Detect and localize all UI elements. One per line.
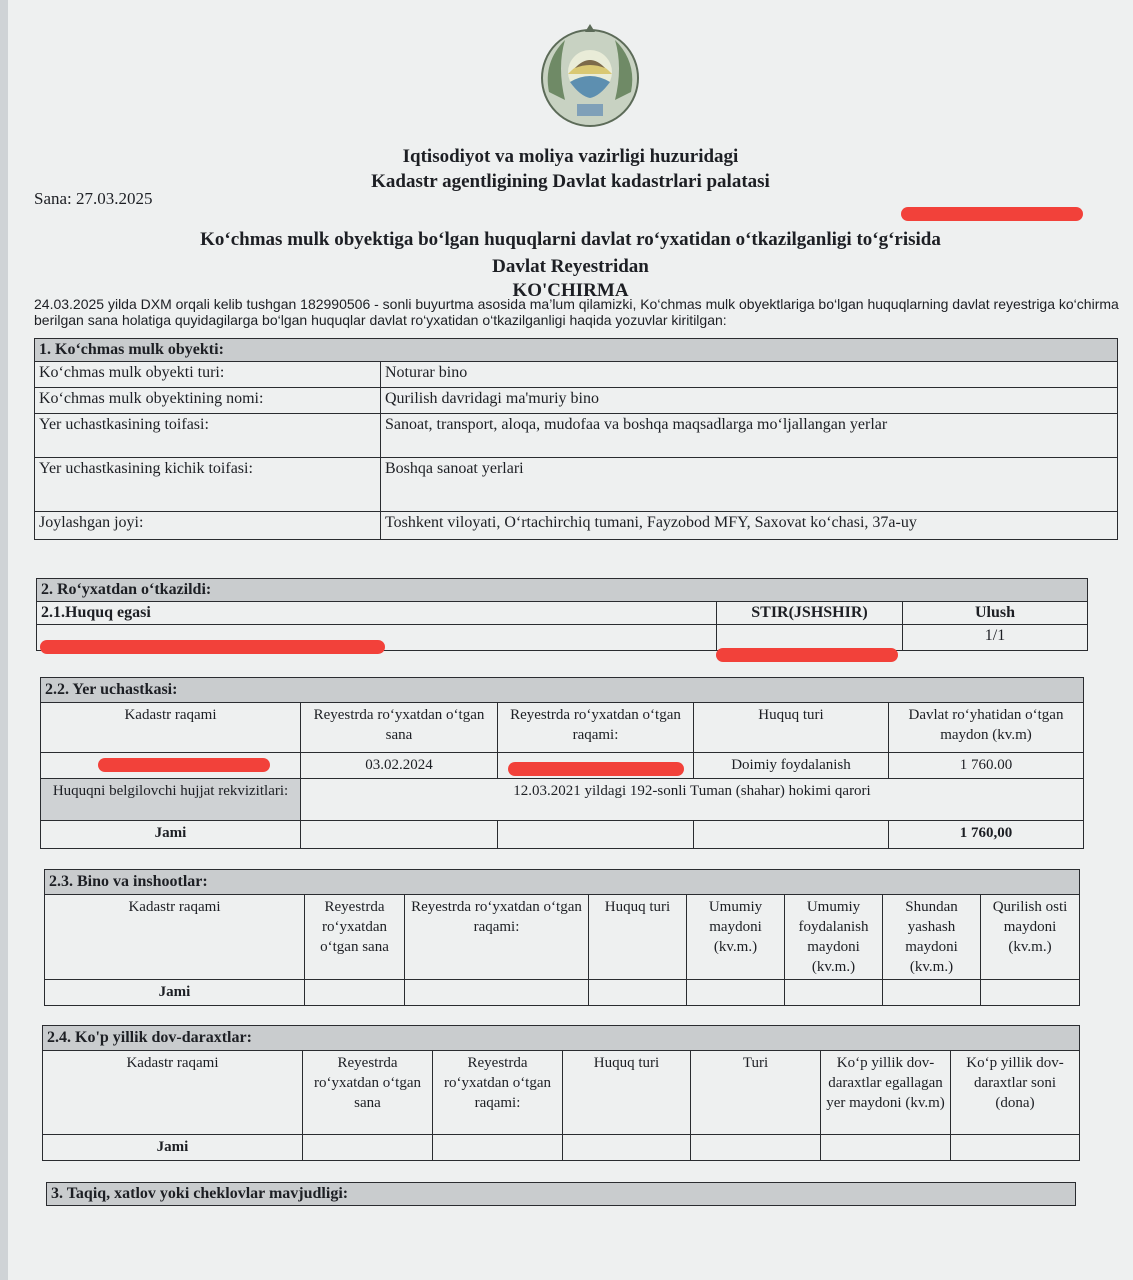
section-2-2-title: 2.2. Yer uchastkasi: bbox=[41, 678, 1084, 703]
property-object-table bbox=[34, 338, 1118, 540]
owner-header: 2.1.Huquq egasi bbox=[37, 602, 717, 625]
document-date: Sana: 27.03.2025 bbox=[34, 189, 153, 208]
total-label: Jami bbox=[41, 821, 301, 849]
section-2-4-title: 2.4. Ko'p yillik dov-daraxtlar: bbox=[43, 1026, 1080, 1051]
state-emblem-icon bbox=[535, 22, 645, 130]
col-header: Turi bbox=[691, 1051, 821, 1135]
col-header: Kadastr raqami bbox=[41, 703, 301, 753]
field-value: Noturar bino bbox=[381, 362, 1118, 388]
section-2-3-title: 2.3. Bino va inshootlar: bbox=[45, 870, 1080, 895]
reg-date: 03.02.2024 bbox=[301, 753, 498, 779]
col-header: Kadastr raqami bbox=[43, 1051, 303, 1135]
total-area: 1 760,00 bbox=[889, 821, 1084, 849]
section-3-title: 3. Taqiq, xatlov yoki cheklovlar mavjudligi: bbox=[47, 1183, 1076, 1206]
field-label: Yer uchastkasining toifasi: bbox=[35, 414, 381, 458]
field-label: Yer uchastkasining kichik toifasi: bbox=[35, 458, 381, 512]
agency-line-2: Kadastr agentligining Davlat kadastrlari palatasi bbox=[371, 171, 770, 192]
col-header: Davlat ro‘yhatidan o‘tgan maydon (kv.m) bbox=[889, 703, 1084, 753]
doc-value: 12.03.2021 yildagi 192-sonli Tuman (shahar) hokimi qarori bbox=[301, 779, 1084, 821]
col-header: Huquq turi bbox=[694, 703, 889, 753]
right-type: Doimiy foydalanish bbox=[694, 753, 889, 779]
section-2-title: 2. Ro‘yxatdan o‘tkazildi: bbox=[37, 579, 1088, 602]
field-value: Qurilish davridagi ma'muriy bino bbox=[381, 388, 1118, 414]
document-heading: KO'CHIRMA bbox=[512, 280, 629, 301]
col-header: Ko‘p yillik dov-daraxtlar soni (dona) bbox=[951, 1051, 1080, 1135]
col-header: Reyestrda ro‘yxatdan o‘tgan sana bbox=[305, 895, 405, 980]
col-header: Kadastr raqami bbox=[45, 895, 305, 980]
redaction-mark bbox=[716, 648, 898, 662]
stir-value-redacted bbox=[717, 625, 903, 651]
total-label: Jami bbox=[43, 1135, 303, 1161]
col-header: Reyestrda ro‘yxatdan o‘tgan sana bbox=[303, 1051, 433, 1135]
redaction-mark bbox=[901, 207, 1083, 221]
col-header: Huquq turi bbox=[563, 1051, 691, 1135]
col-header: Umumiy maydoni (kv.m.) bbox=[687, 895, 785, 980]
total-label: Jami bbox=[45, 980, 305, 1006]
restrictions-table bbox=[46, 1182, 1076, 1206]
redaction-mark bbox=[508, 762, 684, 776]
share-value: 1/1 bbox=[903, 625, 1088, 651]
field-value: Sanoat, transport, aloqa, mudofaa va boshqa maqsadlarga mo‘ljallangan yerlar bbox=[381, 414, 1118, 458]
perennial-trees-table bbox=[42, 1025, 1080, 1161]
field-value: Toshkent viloyati, O‘rtachirchiq tumani, Fayzobod MFY, Saxovat ko‘chasi, 37a-uy bbox=[381, 512, 1118, 540]
col-header: Reyestrda ro‘yxatdan o‘tgan raqami: bbox=[433, 1051, 563, 1135]
document-title: Ko‘chmas mulk obyektiga bo‘lgan huquqlarni davlat ro‘yxatidan o‘tkazilganligi to‘g‘risida bbox=[200, 229, 941, 250]
col-header: Ko‘p yillik dov-daraxtlar egallagan yer maydoni (kv.m) bbox=[821, 1051, 951, 1135]
document-subtitle: Davlat Reyestridan bbox=[492, 256, 649, 277]
stir-header: STIR(JSHSHIR) bbox=[717, 602, 903, 625]
section-1-title: 1. Ko‘chmas mulk obyekti: bbox=[35, 339, 1118, 362]
col-header: Reyestrda ro‘yxatdan o‘tgan sana bbox=[301, 703, 498, 753]
field-value: Boshqa sanoat yerlari bbox=[381, 458, 1118, 512]
col-header: Huquq turi bbox=[589, 895, 687, 980]
document-page bbox=[8, 0, 1133, 1280]
col-header: Reyestrda ro‘yxatdan o‘tgan raqami: bbox=[498, 703, 694, 753]
agency-line-1: Iqtisodiyot va moliya vazirligi huzuridagi bbox=[402, 146, 739, 167]
col-header: Qurilish osti maydoni (kv.m.) bbox=[981, 895, 1080, 980]
field-label: Joylashgan joyi: bbox=[35, 512, 381, 540]
col-header: Shundan yashash maydoni (kv.m.) bbox=[883, 895, 981, 980]
intro-paragraph: 24.03.2025 yilda DXM orqali kelib tushgan 182990506 - sonli buyurtma asosida ma’lum qilamizki, Ko‘chmas mulk obyektlariga bo‘lgan huquqlarning davlat reyestriga ko‘chirma berilgan sana holatiga quyidagilarga bo‘lgan huquqlar davlat ro‘yxatidan o‘tkazilganligi haqida yozuvlar kiritilgan: bbox=[34, 296, 1119, 328]
share-header: Ulush bbox=[903, 602, 1088, 625]
redaction-mark bbox=[98, 758, 270, 772]
field-label: Ko‘chmas mulk obyektining nomi: bbox=[35, 388, 381, 414]
col-header: Umumiy foydalanish maydoni (kv.m.) bbox=[785, 895, 883, 980]
col-header: Reyestrda ro‘yxatdan o‘tgan raqami: bbox=[405, 895, 589, 980]
redaction-mark bbox=[40, 640, 385, 654]
buildings-table bbox=[44, 869, 1080, 1006]
area-value: 1 760.00 bbox=[889, 753, 1084, 779]
field-label: Ko‘chmas mulk obyekti turi: bbox=[35, 362, 381, 388]
doc-label: Huquqni belgilovchi hujjat rekvizitlari: bbox=[41, 779, 301, 821]
